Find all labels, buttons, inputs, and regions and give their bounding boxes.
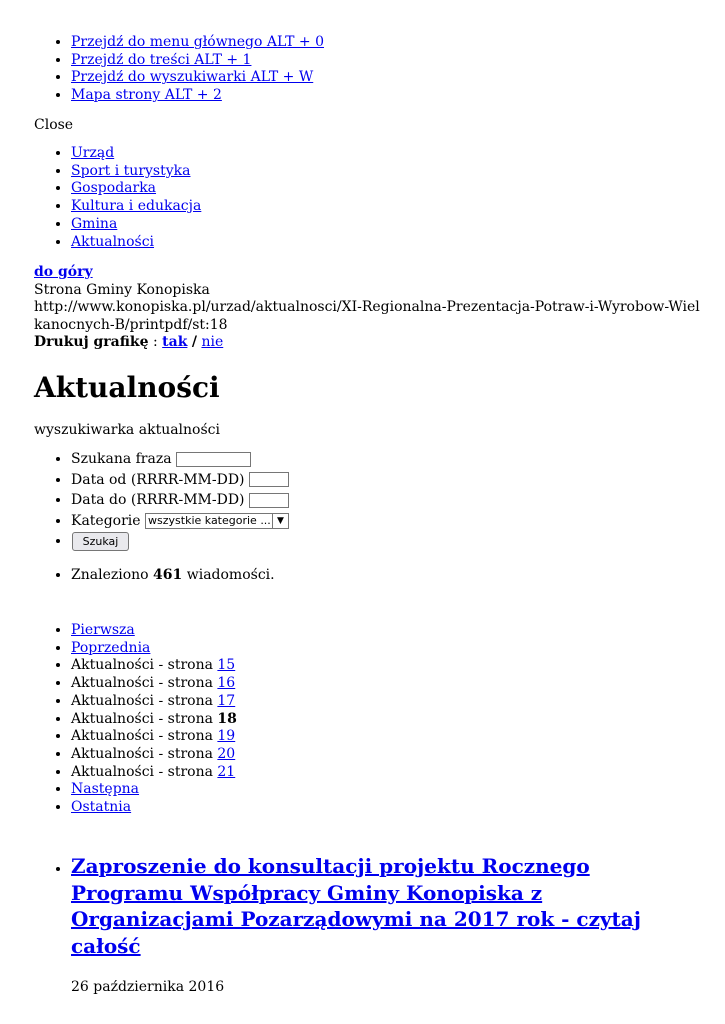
category-row [71,511,725,532]
skip-link-item [71,87,725,105]
news-search-heading: wyszukiwarka aktualności [34,422,220,438]
nav-link-gmina[interactable]: Gmina [71,215,118,232]
date-to-label: Data do (RRRR-MM-DD) [71,492,245,508]
results-count-item [71,567,725,585]
skip-to-menu-link[interactable]: Przejdź do menu głównego ALT + 0 [71,34,324,50]
pager-item [71,781,725,799]
news-search-form [0,449,725,552]
pager-item [71,657,725,675]
pager-item [71,728,725,746]
pager-prev-link[interactable]: Poprzednia [71,639,151,656]
pager-page-link[interactable]: 15 [217,657,236,674]
nav-item [71,145,725,163]
nav-item [71,163,725,181]
pager-page-prefix: Aktualności - strona [71,692,213,709]
pager-item [71,640,725,658]
nav-link-urzad[interactable]: Urząd [71,145,115,161]
print-graphics-option [34,334,725,351]
pager-page-prefix: Aktualności - strona [71,710,213,727]
search-phrase-input[interactable] [176,452,251,467]
pager-page-prefix: Aktualności - strona [71,657,213,674]
pager-item [71,746,725,764]
print-graphics-slash: / [191,334,197,350]
pager-item [71,711,725,729]
date-to-row [71,490,725,511]
pager-current-page: 18 [217,710,237,727]
pager-item [71,693,725,711]
pager-page-link[interactable]: 17 [217,692,236,709]
pager-page-link[interactable]: 21 [217,763,236,780]
main-nav [0,145,725,251]
search-phrase-row [71,449,725,470]
search-phrase-label: Szukana fraza [71,451,172,467]
nav-link-gospodarka[interactable]: Gospodarka [71,180,157,197]
nav-item [71,216,725,234]
news-title-link[interactable]: Zaproszenie do konsultacji projektu Rocznego Programu Współpracy Gminy Konopiska z Organizacjami Pozarządowymi na 2017 rok - czytaj całość [71,854,641,958]
sitemap-link[interactable]: Mapa strony ALT + 2 [71,87,222,104]
skip-to-search-link[interactable]: Przejdź do wyszukiwarki ALT + W [71,69,314,86]
skip-link-item [71,52,725,70]
close-button[interactable]: Close [34,117,74,133]
date-from-label: Data od (RRRR-MM-DD) [71,471,245,488]
site-name: Strona Gminy Konopiska [34,282,210,298]
dropdown-arrow-icon[interactable]: ▼ [272,514,288,528]
pager-item [71,675,725,693]
date-from-row [71,470,725,491]
date-from-input[interactable] [249,472,289,487]
date-to-input[interactable] [249,493,289,508]
pager-page-link[interactable]: 16 [217,675,236,692]
pager-page-link[interactable]: 20 [217,745,236,762]
results-count: 461 [153,567,183,583]
nav-item [71,180,725,198]
print-graphics-yes-link[interactable]: tak [162,334,188,350]
skip-link-item [71,69,725,87]
results-summary [0,567,725,585]
nav-link-aktualnosci[interactable]: Aktualności [71,233,155,250]
news-list [0,853,665,996]
nav-item [71,234,725,252]
pager-page-prefix: Aktualności - strona [71,745,213,762]
print-graphics-label: Drukuj grafikę [34,334,149,350]
results-prefix: Znaleziono [71,567,149,583]
skip-to-content-link[interactable]: Przejdź do treści ALT + 1 [71,51,252,68]
pager-page-prefix: Aktualności - strona [71,675,213,692]
pager-page-prefix: Aktualności - strona [71,728,213,745]
search-submit-button[interactable]: Szukaj [72,532,129,551]
pager-page-link[interactable]: 19 [217,728,236,745]
pager-last-link[interactable]: Ostatnia [71,799,132,816]
pager-page-prefix: Aktualności - strona [71,763,213,780]
category-label: Kategorie [71,512,141,529]
pagination [0,622,725,817]
pager-item [71,764,725,782]
search-submit-row [71,531,725,552]
back-to-top-link[interactable]: do góry [34,264,93,280]
pager-item [71,799,725,817]
news-item [71,853,665,996]
skip-links-list [0,34,725,105]
print-graphics-colon: : [153,334,158,350]
page-title: Aktualności [34,371,220,404]
category-select[interactable] [145,513,289,529]
page-url: http://www.konopiska.pl/urzad/aktualnosci/XI-Regionalna-Prezentacja-Potraw-i-Wyrobow-Wielkanocnych-B/printpdf/st:18 [34,299,700,333]
nav-link-kultura[interactable]: Kultura i edukacja [71,198,202,215]
print-graphics-no-link[interactable]: nie [201,334,224,350]
category-selected-value: wszystkie kategorie ... [148,513,271,527]
nav-item [71,198,725,216]
nav-link-sport[interactable]: Sport i turystyka [71,162,191,179]
results-suffix: wiadomości. [186,567,275,583]
pager-first-link[interactable]: Pierwsza [71,622,135,638]
pager-item [71,622,725,640]
skip-link-item [71,34,725,52]
pager-next-link[interactable]: Następna [71,781,140,798]
news-date: 26 października 2016 [71,979,225,995]
